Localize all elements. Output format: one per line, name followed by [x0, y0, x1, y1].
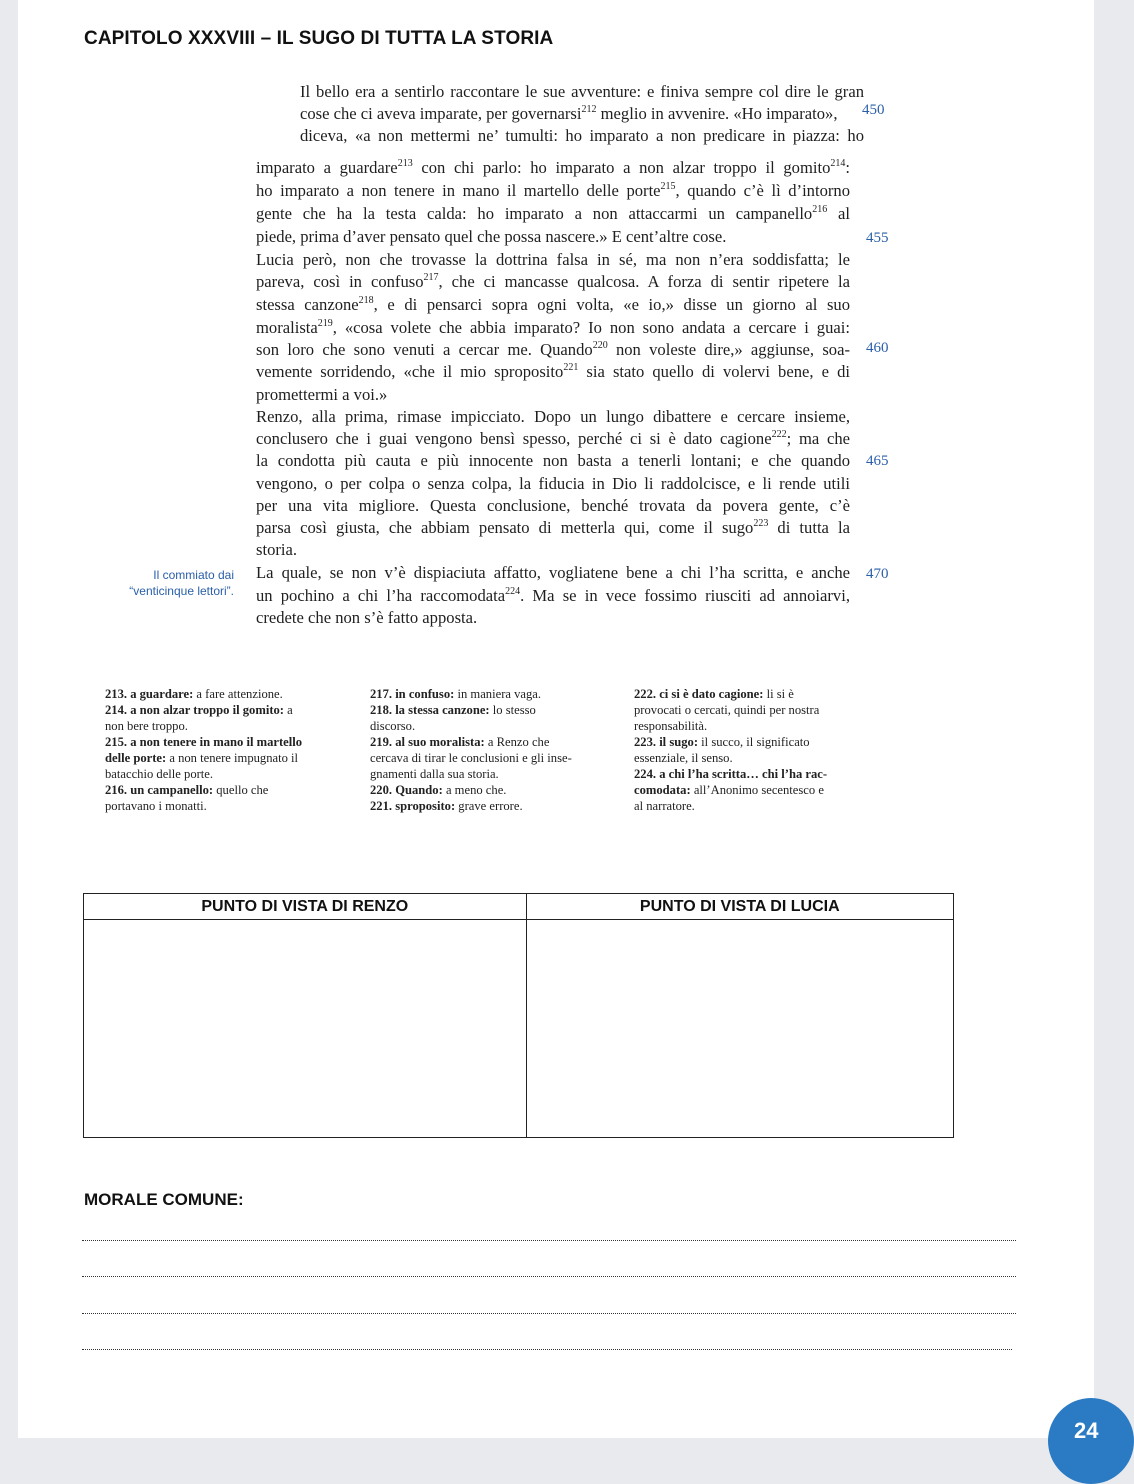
- footnote-term: 213. a guardare:: [105, 687, 194, 701]
- line-number: 450: [862, 102, 885, 118]
- text-segment: ; ma che: [786, 429, 850, 448]
- morale-label: MORALE COMUNE:: [84, 1190, 244, 1209]
- text-segment: non voleste dire,» aggiunse, soa-: [607, 340, 850, 359]
- footnote-ref: 213: [397, 158, 413, 169]
- answer-line-3[interactable]: [82, 1313, 1016, 1314]
- footnote-line: [634, 734, 810, 750]
- footnote-line: [370, 798, 523, 814]
- footnote-gloss: essenziale, il senso.: [634, 751, 733, 765]
- footnote-line: [105, 702, 293, 718]
- footnote-line: [370, 750, 572, 766]
- text-segment: Lucia però, non che trovasse la dottrina falsa in sé, ma non n’era soddisfatta; le: [256, 250, 850, 269]
- footnote-line: [634, 702, 819, 718]
- text-line: [300, 126, 864, 146]
- text-segment: La quale, se non v’è dispiaciuta affatto, vogliatene bene a chi l’ha scritta, e anche: [256, 563, 850, 582]
- text-segment: , quando c’è lì d’intorno: [675, 181, 851, 200]
- line-number: 465: [866, 453, 889, 469]
- text-segment: , e di pensarci sopra ogni volta, «e io,» disse un giorno al suo: [373, 295, 850, 314]
- footnote-term: 220. Quando:: [370, 783, 443, 797]
- footnote-ref: 223: [753, 518, 769, 529]
- text-segment: . Ma se in vece fossimo riusciti ad annoiarvi,: [520, 586, 850, 605]
- footnote-line: [105, 798, 207, 814]
- point-of-view-table: [83, 893, 954, 1138]
- text-segment: al: [827, 204, 851, 223]
- footnote-line: [370, 686, 541, 702]
- text-line: [256, 496, 850, 516]
- footnote-gloss: non bere troppo.: [105, 719, 188, 733]
- footnote-line: [370, 782, 506, 798]
- margin-note: Il commiato dai “venticinque lettori”.: [129, 568, 234, 598]
- text-segment: diceva, «a non mettermi ne’ tumulti: ho imparato a non predicare in piazza: ho: [300, 126, 864, 145]
- footnote-term: 223. il sugo:: [634, 735, 699, 749]
- page-number-badge: [1048, 1398, 1134, 1484]
- header-lucia: PUNTO DI VISTA DI LUCIA: [526, 894, 953, 920]
- text-line: [256, 385, 387, 405]
- footnote-term: 222. ci si è dato cagione:: [634, 687, 764, 701]
- footnote-line: [370, 734, 549, 750]
- text-segment: imparato a guardare: [256, 158, 398, 177]
- footnote-term: 218. la stessa canzone:: [370, 703, 490, 717]
- footnote-ref: 222: [771, 429, 787, 440]
- text-segment: meglio in avvenire. «Ho imparato»,: [596, 104, 838, 123]
- footnote-line: [634, 718, 707, 734]
- answer-line-2[interactable]: [82, 1276, 1016, 1277]
- footnote-gloss: responsabilità.: [634, 719, 708, 733]
- footnote-term: comodata:: [634, 783, 691, 797]
- text-line: [256, 181, 850, 201]
- line-number: 470: [866, 566, 889, 582]
- footnote-line: [634, 782, 824, 798]
- text-line: [256, 518, 850, 538]
- text-line: [256, 474, 850, 494]
- text-line: [300, 104, 838, 124]
- answer-line-4[interactable]: [82, 1349, 1012, 1350]
- footnote-term: 221. sproposito:: [370, 799, 456, 813]
- renzo-answer-cell[interactable]: [84, 920, 527, 1138]
- footnote-gloss: a non tenere impugnato il: [166, 751, 299, 765]
- text-line: [256, 586, 850, 606]
- worksheet-page: [18, 0, 1099, 1443]
- text-segment: ho imparato a non tenere in mano il martello delle porte: [256, 181, 661, 200]
- footnote-ref: 224: [505, 586, 521, 597]
- footnote-term: 216. un campanello:: [105, 783, 214, 797]
- footnote-term: 224. a chi l’ha scritta… chi l’ha rac-: [634, 767, 828, 781]
- footnote-line: [634, 750, 733, 766]
- text-line: [256, 158, 850, 178]
- text-segment: stessa canzone: [256, 295, 359, 314]
- text-line: [256, 429, 850, 449]
- text-line: [256, 318, 850, 338]
- footnote-ref: 220: [592, 340, 608, 351]
- text-line: [256, 451, 850, 471]
- footnote-line: [105, 750, 298, 766]
- text-segment: promettermi a voi.»: [256, 385, 388, 404]
- footnote-gloss: a Renzo che: [484, 735, 550, 749]
- footnote-ref: 218: [358, 295, 374, 306]
- text-segment: :: [845, 158, 850, 177]
- text-line: [256, 272, 850, 292]
- footnote-term: 219. al suo moralista:: [370, 735, 485, 749]
- text-line: [256, 340, 850, 360]
- text-line: [256, 295, 850, 315]
- footnote-ref: 215: [660, 181, 676, 192]
- footnote-term: 215. a non tenere in mano il martello: [105, 735, 303, 749]
- text-segment: la condotta più cauta e più innocente non basta a tenerli lontani; e che quando: [256, 451, 850, 470]
- text-segment: cose che ci aveva imparate, per governarsi: [300, 104, 582, 123]
- text-line: [256, 407, 850, 427]
- footnote-line: [105, 766, 213, 782]
- footnote-gloss: lo stesso: [489, 703, 536, 717]
- text-segment: per una vita migliore. Questa conclusione, benché trovata da povera gente, c’è: [256, 496, 850, 515]
- footnote-ref: 212: [581, 104, 597, 115]
- footnote-ref: 217: [423, 272, 439, 283]
- footnote-line: [105, 718, 188, 734]
- footnote-term: 217. in confuso:: [370, 687, 455, 701]
- text-segment: parsa così giusta, che abbiam pensato di metterla qui, come il sugo: [256, 518, 754, 537]
- footnote-line: [105, 782, 268, 798]
- text-segment: sia stato quello di volervi bene, e di: [578, 362, 850, 381]
- text-line: [256, 204, 850, 224]
- footnote-gloss: discorso.: [370, 719, 416, 733]
- footnote-gloss: a meno che.: [442, 783, 507, 797]
- text-segment: Renzo, alla prima, rimase impicciato. Dopo un lungo dibattere e cercare insieme,: [256, 407, 850, 426]
- footnote-line: [105, 686, 283, 702]
- footnote-line: [370, 766, 499, 782]
- footnote-gloss: a fare attenzione.: [193, 687, 283, 701]
- footnote-line: [105, 734, 302, 750]
- text-segment: conclusero che i guai vengono bensì spesso, perché ci si è dato cagione: [256, 429, 772, 448]
- footnote-gloss: grave errore.: [455, 799, 523, 813]
- footnote-term: 214. a non alzar troppo il gomito:: [105, 703, 284, 717]
- footnote-gloss: il succo, il significato: [698, 735, 810, 749]
- footnote-gloss: cercava di tirar le conclusioni e gli inse-: [370, 751, 572, 765]
- line-number: 455: [866, 230, 889, 246]
- footnote-line: [634, 766, 827, 782]
- footnote-ref: 214: [830, 158, 846, 169]
- footnote-line: [370, 702, 536, 718]
- footnote-gloss: portavano i monatti.: [105, 799, 207, 813]
- text-segment: di tutta la: [768, 518, 850, 537]
- text-segment: , «cosa volete che abbia imparato? Io non sono andata a cercare i guai:: [332, 318, 850, 337]
- header-renzo: PUNTO DI VISTA DI RENZO: [84, 894, 527, 920]
- footnote-line: [634, 686, 794, 702]
- text-line: [256, 250, 850, 270]
- footnote-gloss: provocati o cercati, quindi per nostra: [634, 703, 820, 717]
- text-segment: vengono, o per colpa o senza colpa, la fiducia in Dio li raddolcisce, e li rende utili: [256, 474, 850, 493]
- text-segment: storia.: [256, 540, 298, 559]
- text-line: [256, 227, 726, 247]
- text-segment: son loro che sono venuti a cercar me. Quando: [256, 340, 593, 359]
- text-line: [256, 362, 850, 382]
- text-segment: con chi parlo: ho imparato a non alzar troppo il gomito: [412, 158, 831, 177]
- text-segment: moralista: [256, 318, 318, 337]
- footnote-ref: 216: [812, 204, 828, 215]
- text-line: [256, 563, 850, 583]
- text-segment: Il bello era a sentirlo raccontare le sue avventure: e finiva sempre col dire le gran: [300, 82, 864, 101]
- text-segment: piede, prima d’aver pensato quel che possa nascere.» E cent’altre cose.: [256, 227, 727, 246]
- text-segment: , che ci mancasse qualcosa. A forza di sentir ripetere la: [438, 272, 851, 291]
- answer-line-1[interactable]: [82, 1240, 1016, 1241]
- footnote-line: [370, 718, 415, 734]
- text-line: [256, 540, 297, 560]
- footnote-gloss: in maniera vaga.: [454, 687, 542, 701]
- line-number: 460: [866, 340, 889, 356]
- footnote-term: delle porte:: [105, 751, 167, 765]
- text-segment: un pochino a chi l’ha raccomodata: [256, 586, 506, 605]
- footnote-gloss: batacchio delle porte.: [105, 767, 214, 781]
- footnote-ref: 221: [563, 362, 579, 373]
- text-line: [256, 608, 477, 628]
- text-segment: vemente sorridendo, «che il mio sproposito: [256, 362, 564, 381]
- lucia-answer-cell[interactable]: [526, 920, 953, 1138]
- footnote-gloss: al narratore.: [634, 799, 695, 813]
- footnote-gloss: li si è: [763, 687, 794, 701]
- footnote-gloss: all’Anonimo secentesco e: [690, 783, 824, 797]
- text-segment: gente che ha la testa calda: ho imparato a non attaccarmi un campanello: [256, 204, 813, 223]
- chapter-title: CAPITOLO XXXVIII – IL SUGO DI TUTTA LA STORIA: [84, 28, 554, 49]
- text-segment: credete che non s’è fatto apposta.: [256, 608, 478, 627]
- page-number: 24: [1074, 1418, 1099, 1443]
- footnote-ref: 219: [317, 318, 333, 329]
- footnote-gloss: gnamenti dalla sua storia.: [370, 767, 499, 781]
- text-segment: pareva, così in confuso: [256, 272, 424, 291]
- text-line: [300, 82, 864, 102]
- footnote-line: [634, 798, 695, 814]
- footnote-gloss: quello che: [213, 783, 269, 797]
- footnote-gloss: a: [284, 703, 293, 717]
